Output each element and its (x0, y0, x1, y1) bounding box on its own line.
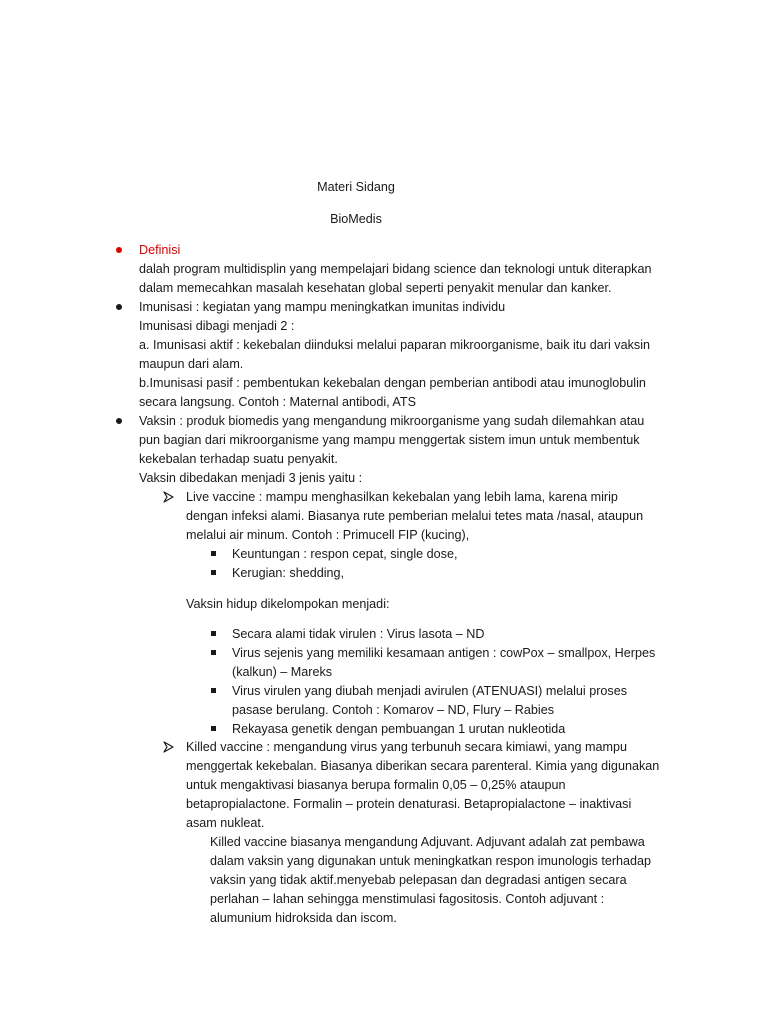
square-bullet-icon (211, 726, 216, 731)
live-line: dengan infeksi alami. Biasanya rute pemberian melalui tetes mata /nasal, ataupun (186, 509, 644, 523)
live-group-heading: Vaksin hidup dikelompokan menjadi: (186, 597, 390, 611)
definisi-heading: Definisi (139, 243, 181, 257)
bullet-icon (116, 418, 122, 424)
square-bullet-icon (211, 551, 216, 556)
square-bullet-icon (211, 631, 216, 636)
killed-line: betapropialactone. Formalin – protein denaturasi. Betapropialactone – inaktivasi (186, 797, 632, 811)
adjuvant-line: Killed vaccine biasanya mengandung Adjuvant. Adjuvant adalah zat pembawa (210, 835, 645, 849)
definisi-line: dalam memecahkan masalah kesehatan global seperti penyakit menular dan kanker. (139, 281, 612, 295)
imunisasi-line: Imunisasi : kegiatan yang mampu meningkatkan imunitas individu (139, 300, 506, 314)
killed-line: Killed vaccine : mengandung virus yang terbunuh secara kimiawi, yang mampu (186, 740, 628, 754)
group-item: Virus sejenis yang memiliki kesamaan antigen : cowPox – smallpox, Herpes (232, 646, 656, 660)
square-bullet-icon (211, 650, 216, 655)
killed-line: menggertak kekebalan. Biasanya diberikan secara parenteral. Kimia yang digunakan (186, 759, 660, 773)
adjuvant-line: vaksin yang tidak aktif.menyebab pelepasan dan degradasi antigen secara (210, 873, 627, 887)
imunisasi-line: maupun dari alam. (139, 357, 244, 371)
square-bullet-icon (211, 570, 216, 575)
vaksin-line: pun bagian dari mikroorganisme yang mampu menggertak sistem imun untuk membentuk (139, 433, 640, 447)
group-item-cont: (kalkun) – Mareks (232, 665, 333, 679)
bullet-icon (116, 247, 122, 253)
imunisasi-line: a. Imunisasi aktif : kekebalan diinduksi melalui paparan mikroorganisme, baik itu dari vaksin (139, 338, 650, 352)
adjuvant-line: perlahan – lahan sehingga menstimulasi fagositosis. Contoh adjuvant : (210, 892, 605, 906)
killed-line: untuk mengaktivasi biasanya berupa formalin 0,05 – 0,25% ataupun (186, 778, 566, 792)
group-item: Rekayasa genetik dengan pembuangan 1 urutan nukleotida (232, 722, 566, 736)
bullet-icon (116, 304, 122, 310)
arrow-bullet-icon (163, 491, 174, 503)
imunisasi-line: b.Imunisasi pasif : pembentukan kekebalan dengan pemberian antibodi atau imunoglobulin (139, 376, 646, 390)
vaksin-line: kekebalan terhadap suatu penyakit. (139, 452, 338, 466)
live-sub-item: Kerugian: shedding, (232, 566, 345, 580)
group-item: Virus virulen yang diubah menjadi avirulen (ATENUASI) melalui proses (232, 684, 628, 698)
adjuvant-line: alumunium hidroksida dan iscom. (210, 911, 397, 925)
doc-title: Materi Sidang (317, 180, 395, 194)
live-line: melalui air minum. Contoh : Primucell FIP (kucing), (186, 528, 470, 542)
group-item: Secara alami tidak virulen : Virus lasota – ND (232, 627, 485, 641)
doc-subtitle: BioMedis (330, 212, 382, 226)
definisi-line: dalah program multidisplin yang mempelajari bidang science dan teknologi untuk diterapkan (139, 262, 652, 276)
vaksin-line: Vaksin dibedakan menjadi 3 jenis yaitu : (139, 471, 363, 485)
live-line: Live vaccine : mampu menghasilkan kekebalan yang lebih lama, karena mirip (186, 490, 618, 504)
square-bullet-icon (211, 688, 216, 693)
group-item-cont: pasase berulang. Contoh : Komarov – ND, Flury – Rabies (232, 703, 555, 717)
killed-line: asam nukleat. (186, 816, 265, 830)
imunisasi-line: secara langsung. Contoh : Maternal antibodi, ATS (139, 395, 416, 409)
arrow-bullet-icon (163, 741, 174, 753)
adjuvant-line: dalam vaksin yang digunakan untuk meningkatkan respon imunologis terhadap (210, 854, 652, 868)
live-sub-item: Keuntungan : respon cepat, single dose, (232, 547, 458, 561)
imunisasi-line: Imunisasi dibagi menjadi 2 : (139, 319, 295, 333)
vaksin-line: Vaksin : produk biomedis yang mengandung mikroorganisme yang sudah dilemahkan atau (139, 414, 645, 428)
